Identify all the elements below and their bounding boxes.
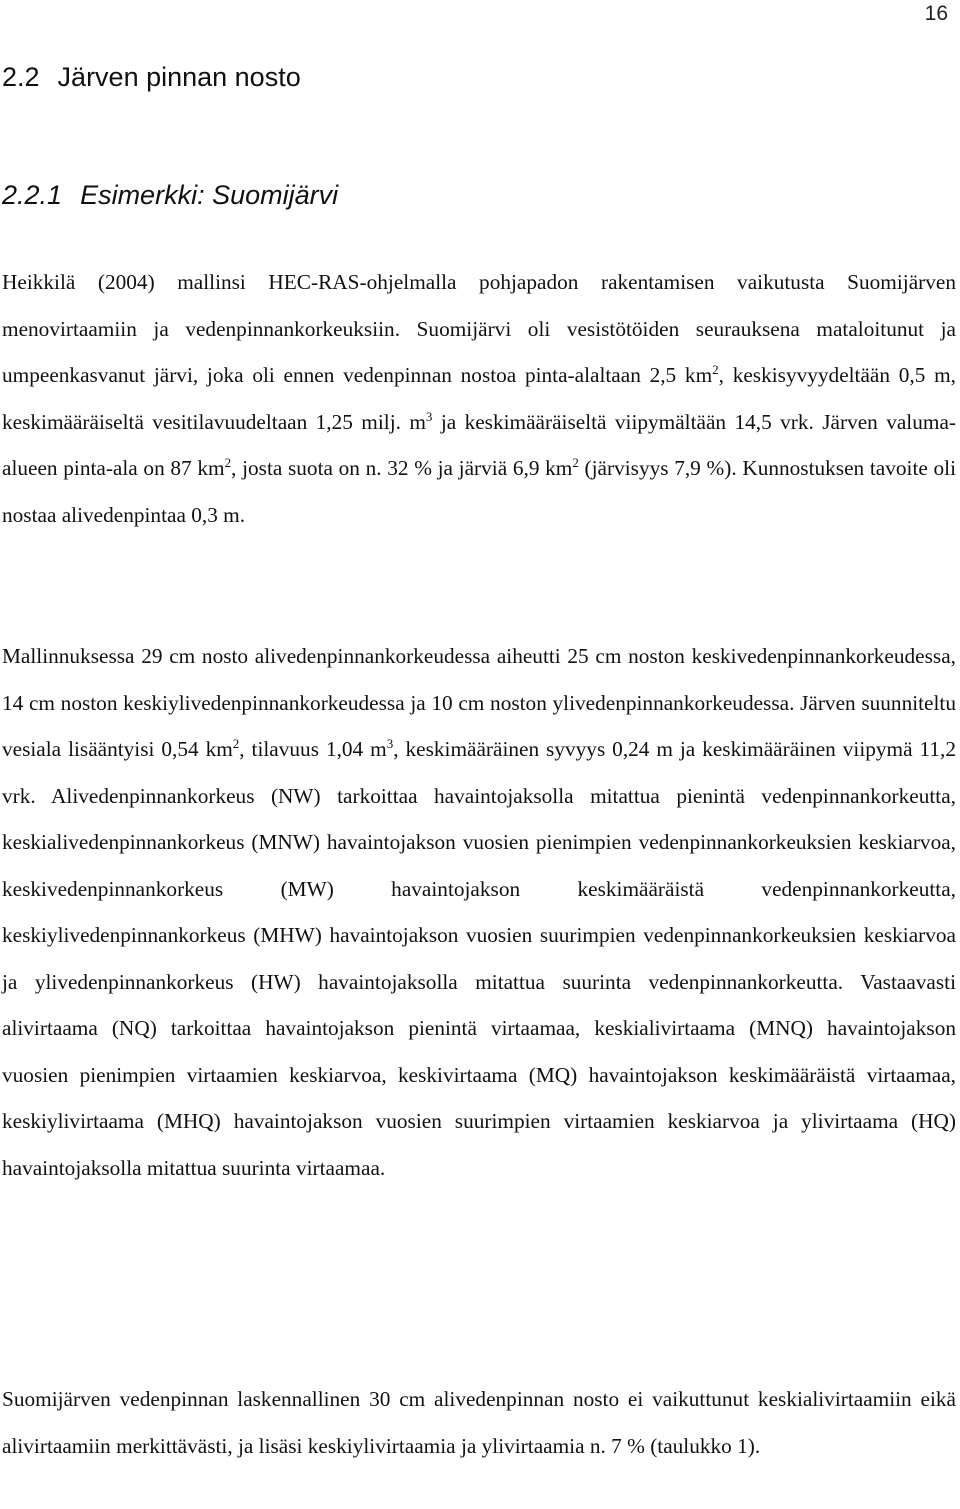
superscript: 2 [712, 361, 719, 377]
paragraph-text: , tilavuus 1,04 m [239, 737, 387, 761]
superscript: 2 [572, 454, 579, 470]
superscript: 2 [232, 735, 240, 751]
paragraph-text: , josta suota on n. 32 % ja järviä 6,9 km [231, 456, 573, 480]
paragraph-text: Suomijärven vedenpinnan laskennallinen 30 cm alivedenpinnan nosto ei vaikuttunut keskialivirtaamiin eikä alivirtaamiin merkittävästi, ja lisäsi keskiylivirtaamia ja ylivirtaamia n. 7 % (taulukko 1). [2, 1387, 956, 1458]
paragraph-text: Mallinnuksessa 29 cm nosto alivedenpinnankorkeudessa aiheutti 25 cm noston keskivedenpinnankorkeudessa, 14 cm noston keskiylivedenpinnankorkeudessa ja 10 cm noston ylivedenpinnankorkeudessa. Järven suunniteltu vesiala lisääntyisi 0,54 km [2, 644, 956, 761]
subsection-title: Esimerkki: Suomijärvi [80, 180, 339, 210]
paragraph-text: (järvisyys 7,9 %). Kunnostuksen tavoite oli nostaa alivedenpintaa 0,3 m. [2, 456, 956, 527]
paragraph-text: , keskisyvyydeltään 0,5 m, keskimääräiseltä vesitilavuudeltaan 1,25 milj. m [2, 363, 956, 434]
paragraph-text: ja keskimääräiseltä viipymältään 14,5 vrk. Järven valuma-alueen pinta-ala on 87 km [2, 409, 956, 480]
section-title: Järven pinnan nosto [57, 62, 301, 92]
paragraph-lake-description [2, 259, 956, 538]
superscript: 2 [224, 454, 232, 470]
paragraph-conclusion [2, 1376, 956, 1469]
page-number: 16 [924, 2, 948, 25]
section-number: 2.2 [2, 62, 40, 92]
paragraph-text: , keskimääräinen syvyys 0,24 m ja keskimääräinen viipymä 11,2 vrk. Alivedenpinnankorkeus (NW) tarkoittaa havaintojaksolla mitattua pienintä vedenpinnankorkeutta, keskialivedenpinnankorkeus (MNW) havaintojakson vuosien pienimpien vedenpinnankorkeuksien keskiarvoa, keskivedenpinnankorkeus (MW) havaintojakson keskimääräistä vedenpinnankorkeutta, keskiylivedenpinnankorkeus (MHW) havaintojakson vuosien suurimpien vedenpinnankorkeuksien keskiarvoa ja ylivedenpinnankorkeus (HW) havaintojaksolla mitattua suurinta vedenpinnankorkeutta. Vastaavasti alivirtaama (NQ) tarkoittaa havaintojakson pienintä virtaamaa, keskialivirtaama (MNQ) havaintojakson vuosien pienimpien virtaamien keskiarvoa, keskivirtaama (MQ) havaintojakson keskimääräistä virtaamaa, keskiylivirtaama (MHQ) havaintojakson vuosien suurimpien virtaamien keskiarvoa ja ylivirtaama (HQ) havaintojaksolla mitattua suurinta virtaamaa. [2, 737, 956, 1180]
superscript: 3 [425, 408, 433, 424]
paragraph-text: Heikkilä (2004) mallinsi HEC-RAS-ohjelmalla pohjapadon rakentamisen vaikutusta Suomijärven menovirtaamiin ja vedenpinnankorkeuksiin. Suomijärvi oli vesistötöiden seurauksena mataloitunut ja umpeenkasvanut järvi, joka oli ennen vedenpinnan nostoa pinta-alaltaan 2,5 km [2, 270, 956, 387]
subsection-heading [2, 180, 338, 211]
superscript: 3 [386, 735, 394, 751]
section-heading [2, 62, 301, 93]
subsection-number: 2.2.1 [2, 180, 63, 210]
paragraph-modelling-results [2, 633, 956, 1191]
